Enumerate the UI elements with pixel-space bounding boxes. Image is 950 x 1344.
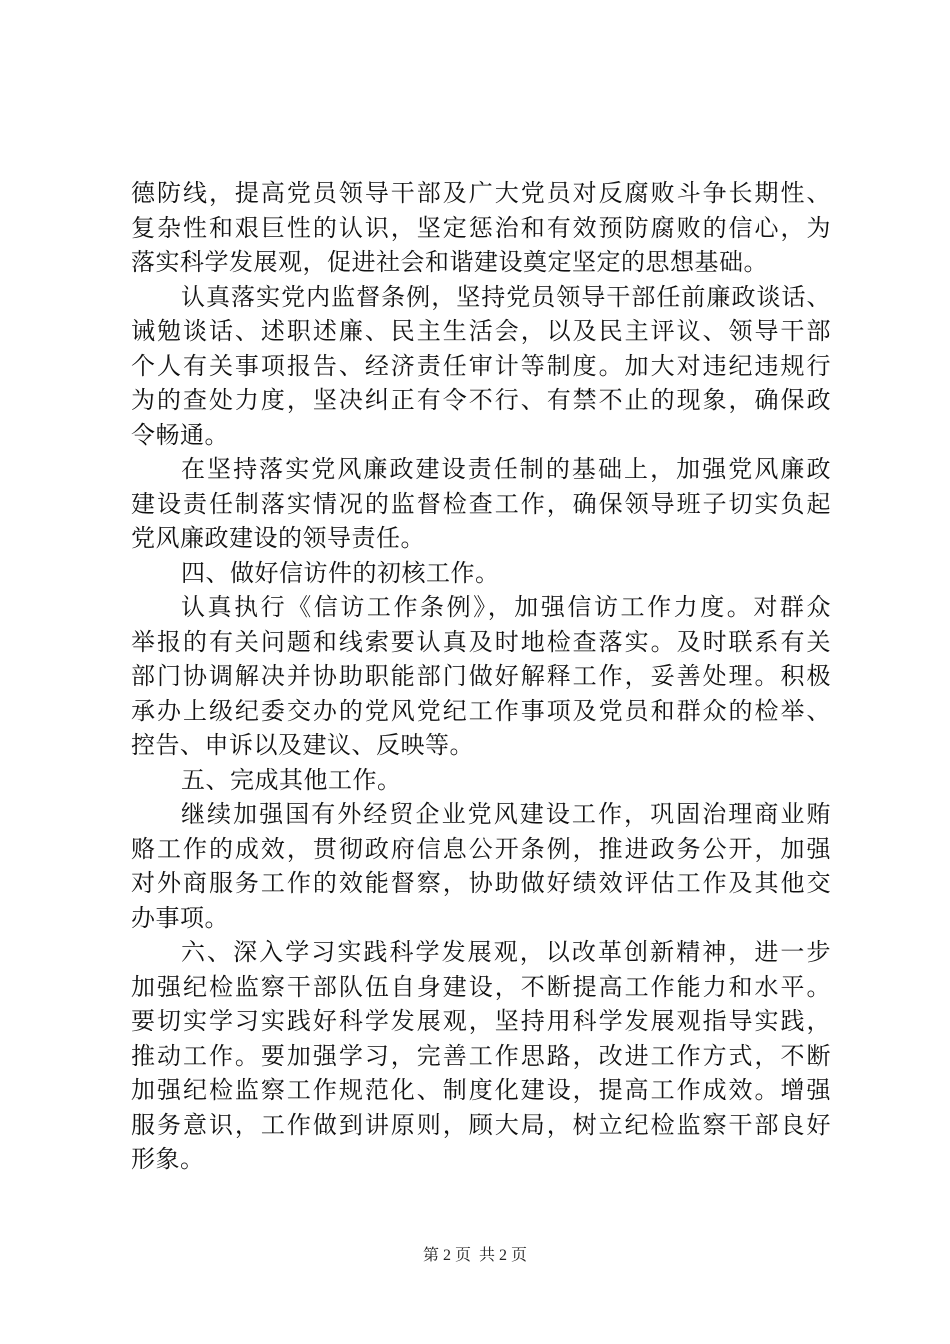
- text-line: 对外商服务工作的效能督察，协助做好绩效评估工作及其他交: [131, 869, 831, 897]
- paragraph: [131, 935, 831, 1177]
- page-number: 第 2 页: [422, 1247, 471, 1264]
- text-line: 形象。: [131, 1145, 205, 1173]
- text-line: 控告、申诉以及建议、反映等。: [131, 731, 474, 759]
- text-line: 落实科学发展观，促进社会和谐建设奠定坚定的思想基础。: [131, 248, 768, 276]
- text-line: 在坚持落实党风廉政建设责任制的基础上，加强党风廉政: [181, 455, 831, 483]
- text-line: 加强纪检监察干部队伍自身建设，不断提高工作能力和水平。: [131, 972, 831, 1001]
- text-line: 要切实学习实践好科学发展观，坚持用科学发展观指导实践，: [131, 1007, 831, 1035]
- paragraph: [131, 590, 831, 763]
- text-line: 个人有关事项报告、经济责任审计等制度。加大对违纪违规行: [131, 351, 831, 380]
- text-line: 六、深入学习实践科学发展观，以改革创新精神，进一步: [181, 938, 831, 966]
- text-line: 推动工作。要加强学习，完善工作思路，改进工作方式，不断: [131, 1041, 831, 1070]
- text-line: 四、做好信访件的初核工作。: [181, 558, 500, 587]
- text-line: 加强纪检监察工作规范化、制度化建设，提高工作成效。增强: [131, 1076, 831, 1104]
- paragraph: [131, 452, 831, 556]
- page-footer: [0, 1242, 950, 1265]
- text-line: 为的查处力度，坚决纠正有令不行、有禁不止的现象，确保政: [131, 386, 831, 414]
- total-pages: 共 2 页: [479, 1247, 528, 1264]
- paragraph: [131, 280, 831, 453]
- footer-separator: [471, 1247, 479, 1264]
- text-line: 部门协调解决并协助职能部门做好解释工作，妥善处理。积极: [131, 662, 831, 690]
- text-line: 德防线，提高党员领导干部及广大党员对反腐败斗争长期性、: [131, 179, 831, 207]
- paragraph: [131, 176, 831, 280]
- text-line: 认真执行《信访工作条例》，加强信访工作力度。对群众: [181, 593, 831, 621]
- text-line: 认真落实党内监督条例，坚持党员领导干部任前廉政谈话、: [181, 282, 831, 311]
- text-line: 承办上级纪委交办的党风党纪工作事项及党员和群众的检举、: [131, 696, 831, 725]
- document-body: [131, 176, 831, 1177]
- text-line: 令畅通。: [131, 420, 229, 449]
- text-line: 继续加强国有外经贸企业党风建设工作，巩固治理商业贿: [181, 800, 831, 828]
- paragraph: [131, 556, 831, 591]
- text-line: 建设责任制落实情况的监督检查工作，确保领导班子切实负起: [131, 489, 831, 518]
- text-line: 服务意识，工作做到讲原则，顾大局，树立纪检监察干部良好: [131, 1110, 831, 1139]
- text-line: 五、完成其他工作。: [181, 765, 402, 794]
- text-line: 举报的有关问题和线索要认真及时地检查落实。及时联系有关: [131, 627, 831, 656]
- paragraph: [131, 763, 831, 798]
- text-line: 办事项。: [131, 903, 229, 932]
- text-line: 赂工作的成效，贯彻政府信息公开条例，推进政务公开，加强: [131, 834, 831, 863]
- text-line: 复杂性和艰巨性的认识，坚定惩治和有效预防腐败的信心，为: [131, 213, 831, 242]
- text-line: 诫勉谈话、述职述廉、民主生活会，以及民主评议、领导干部: [131, 317, 831, 345]
- text-line: 党风廉政建设的领导责任。: [131, 524, 425, 552]
- paragraph: [131, 797, 831, 935]
